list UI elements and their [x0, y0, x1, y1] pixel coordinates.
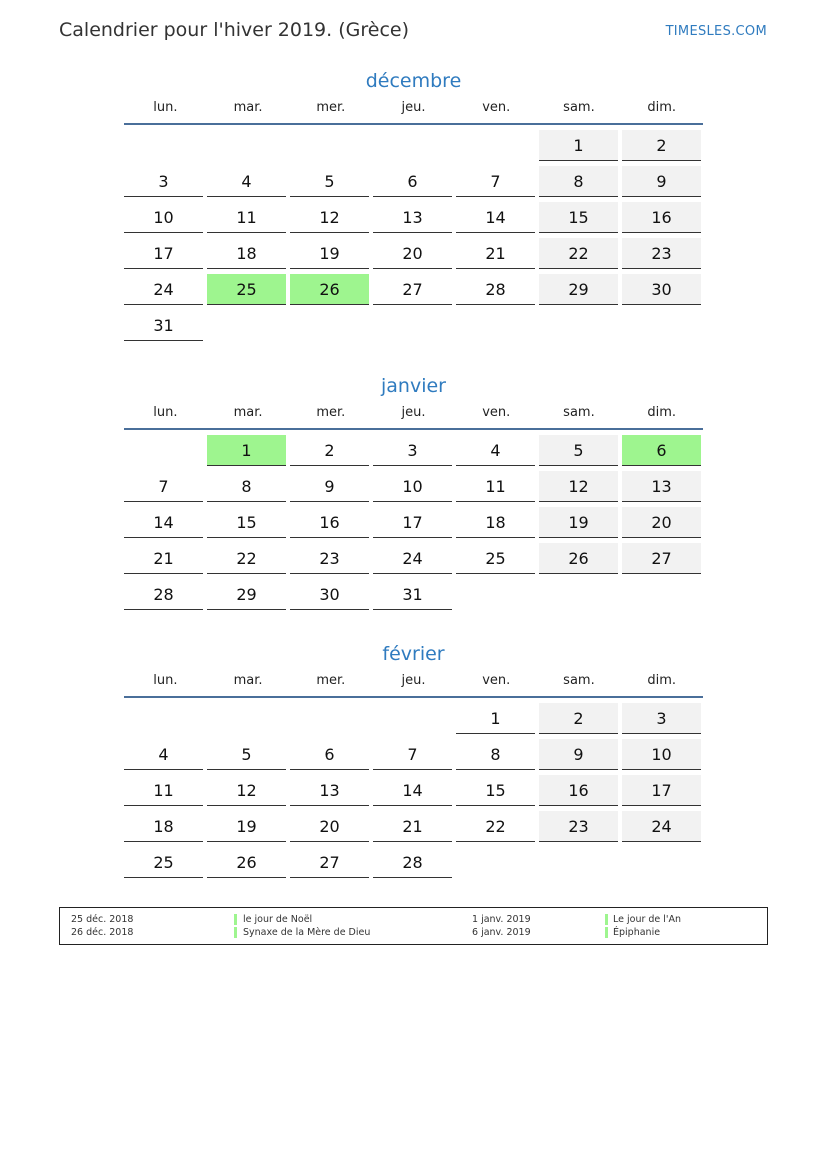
day-cell: 28 — [373, 847, 452, 878]
day-cell: 24 — [622, 811, 701, 842]
weekday-label: dim. — [647, 673, 676, 688]
day-grid — [124, 435, 703, 615]
holiday-day: 1 — [207, 435, 286, 466]
weekday-header — [124, 100, 703, 125]
day-cell: 24 — [373, 543, 452, 574]
day-cell: 10 — [373, 471, 452, 502]
day-cell: 29 — [539, 274, 618, 305]
weekday-label: sam. — [563, 100, 595, 115]
day-cell: 29 — [207, 579, 286, 610]
weekday-label: jeu. — [401, 100, 426, 115]
holiday-marker — [234, 927, 237, 938]
day-cell: 30 — [622, 274, 701, 305]
day-cell: 21 — [124, 543, 203, 574]
day-cell: 26 — [207, 847, 286, 878]
legend-date: 1 janv. 2019 — [472, 914, 531, 925]
day-cell: 3 — [373, 435, 452, 466]
month-january — [124, 375, 703, 615]
day-cell: 26 — [539, 543, 618, 574]
day-cell: 4 — [124, 739, 203, 770]
day-cell: 12 — [539, 471, 618, 502]
day-cell: 14 — [124, 507, 203, 538]
weekday-header — [124, 673, 703, 698]
day-cell: 10 — [124, 202, 203, 233]
weekday-label: lun. — [153, 100, 178, 115]
day-cell: 5 — [539, 435, 618, 466]
day-cell: 18 — [207, 238, 286, 269]
holiday-day: 26 — [290, 274, 369, 305]
legend-date: 25 déc. 2018 — [71, 914, 134, 925]
empty-cell — [207, 703, 286, 734]
day-cell: 31 — [124, 310, 203, 341]
day-cell: 7 — [373, 739, 452, 770]
day-cell: 4 — [456, 435, 535, 466]
weekday-label: mer. — [316, 673, 346, 688]
day-cell: 2 — [290, 435, 369, 466]
day-cell: 1 — [456, 703, 535, 734]
weekday-label: mar. — [233, 405, 263, 420]
legend-name: le jour de Noël — [243, 914, 313, 925]
weekday-label: mer. — [316, 100, 346, 115]
day-cell: 8 — [207, 471, 286, 502]
day-cell: 17 — [373, 507, 452, 538]
day-cell: 9 — [290, 471, 369, 502]
month-name: février — [382, 643, 445, 665]
day-cell: 27 — [373, 274, 452, 305]
legend-name: Le jour de l'An — [613, 914, 682, 925]
day-cell: 15 — [207, 507, 286, 538]
day-cell: 20 — [373, 238, 452, 269]
day-cell: 24 — [124, 274, 203, 305]
day-cell: 12 — [290, 202, 369, 233]
holiday-day: 25 — [207, 274, 286, 305]
weekday-label: sam. — [563, 673, 595, 688]
day-cell: 16 — [539, 775, 618, 806]
holiday-legend — [59, 907, 768, 945]
weekday-label: dim. — [647, 405, 676, 420]
day-cell: 5 — [290, 166, 369, 197]
day-cell: 27 — [622, 543, 701, 574]
day-cell: 19 — [207, 811, 286, 842]
legend-name: Épiphanie — [613, 927, 661, 938]
day-cell: 13 — [290, 775, 369, 806]
month-name: janvier — [381, 375, 446, 397]
day-cell: 20 — [290, 811, 369, 842]
page-title: Calendrier pour l'hiver 2019. (Grèce) — [59, 19, 409, 41]
day-cell: 16 — [622, 202, 701, 233]
day-cell: 18 — [124, 811, 203, 842]
legend-name: Synaxe de la Mère de Dieu — [243, 927, 371, 938]
weekday-label: mer. — [316, 405, 346, 420]
empty-cell — [207, 130, 286, 161]
day-cell: 2 — [622, 130, 701, 161]
weekday-label: jeu. — [401, 673, 426, 688]
day-cell: 1 — [539, 130, 618, 161]
day-cell: 21 — [456, 238, 535, 269]
day-cell: 14 — [456, 202, 535, 233]
day-cell: 4 — [207, 166, 286, 197]
day-cell: 8 — [456, 739, 535, 770]
month-february — [124, 643, 703, 883]
day-cell: 31 — [373, 579, 452, 610]
weekday-label: ven. — [482, 405, 511, 420]
day-cell: 3 — [622, 703, 701, 734]
month-name: décembre — [365, 70, 462, 92]
day-cell: 19 — [539, 507, 618, 538]
empty-cell — [290, 703, 369, 734]
weekday-label: lun. — [153, 405, 178, 420]
day-cell: 28 — [124, 579, 203, 610]
weekday-label: jeu. — [401, 405, 426, 420]
day-cell: 23 — [539, 811, 618, 842]
day-cell: 11 — [124, 775, 203, 806]
day-cell: 12 — [207, 775, 286, 806]
day-cell: 9 — [539, 739, 618, 770]
day-cell: 21 — [373, 811, 452, 842]
empty-cell — [456, 130, 535, 161]
empty-cell — [290, 130, 369, 161]
day-cell: 18 — [456, 507, 535, 538]
day-cell: 20 — [622, 507, 701, 538]
empty-cell — [373, 130, 452, 161]
weekday-header — [124, 405, 703, 430]
brand-link[interactable]: TIMESLES.COM — [665, 24, 767, 39]
day-cell: 17 — [622, 775, 701, 806]
weekday-label: mar. — [233, 673, 263, 688]
day-cell: 9 — [622, 166, 701, 197]
day-cell: 10 — [622, 739, 701, 770]
month-december — [124, 70, 703, 346]
weekday-label: sam. — [563, 405, 595, 420]
day-cell: 23 — [622, 238, 701, 269]
holiday-day: 6 — [622, 435, 701, 466]
weekday-label: mar. — [233, 100, 263, 115]
weekday-label: ven. — [482, 673, 511, 688]
day-cell: 23 — [290, 543, 369, 574]
day-cell: 3 — [124, 166, 203, 197]
empty-cell — [373, 703, 452, 734]
weekday-label: ven. — [482, 100, 511, 115]
holiday-marker — [605, 927, 608, 938]
day-cell: 22 — [456, 811, 535, 842]
day-cell: 11 — [456, 471, 535, 502]
day-cell: 13 — [373, 202, 452, 233]
day-cell: 27 — [290, 847, 369, 878]
legend-date: 6 janv. 2019 — [472, 927, 531, 938]
day-cell: 2 — [539, 703, 618, 734]
empty-cell — [124, 703, 203, 734]
weekday-label: lun. — [153, 673, 178, 688]
day-cell: 16 — [290, 507, 369, 538]
day-grid — [124, 130, 703, 346]
day-cell: 7 — [124, 471, 203, 502]
day-cell: 17 — [124, 238, 203, 269]
day-cell: 6 — [373, 166, 452, 197]
day-cell: 13 — [622, 471, 701, 502]
day-cell: 30 — [290, 579, 369, 610]
day-cell: 22 — [539, 238, 618, 269]
day-cell: 25 — [456, 543, 535, 574]
day-cell: 28 — [456, 274, 535, 305]
empty-cell — [124, 130, 203, 161]
legend-date: 26 déc. 2018 — [71, 927, 134, 938]
holiday-marker — [234, 914, 237, 925]
day-cell: 11 — [207, 202, 286, 233]
day-cell: 19 — [290, 238, 369, 269]
day-cell: 14 — [373, 775, 452, 806]
day-cell: 6 — [290, 739, 369, 770]
day-cell: 25 — [124, 847, 203, 878]
weekday-label: dim. — [647, 100, 676, 115]
day-cell: 22 — [207, 543, 286, 574]
holiday-marker — [605, 914, 608, 925]
day-cell: 8 — [539, 166, 618, 197]
empty-cell — [124, 435, 203, 466]
day-cell: 15 — [456, 775, 535, 806]
day-cell: 7 — [456, 166, 535, 197]
day-grid — [124, 703, 703, 883]
day-cell: 15 — [539, 202, 618, 233]
day-cell: 5 — [207, 739, 286, 770]
